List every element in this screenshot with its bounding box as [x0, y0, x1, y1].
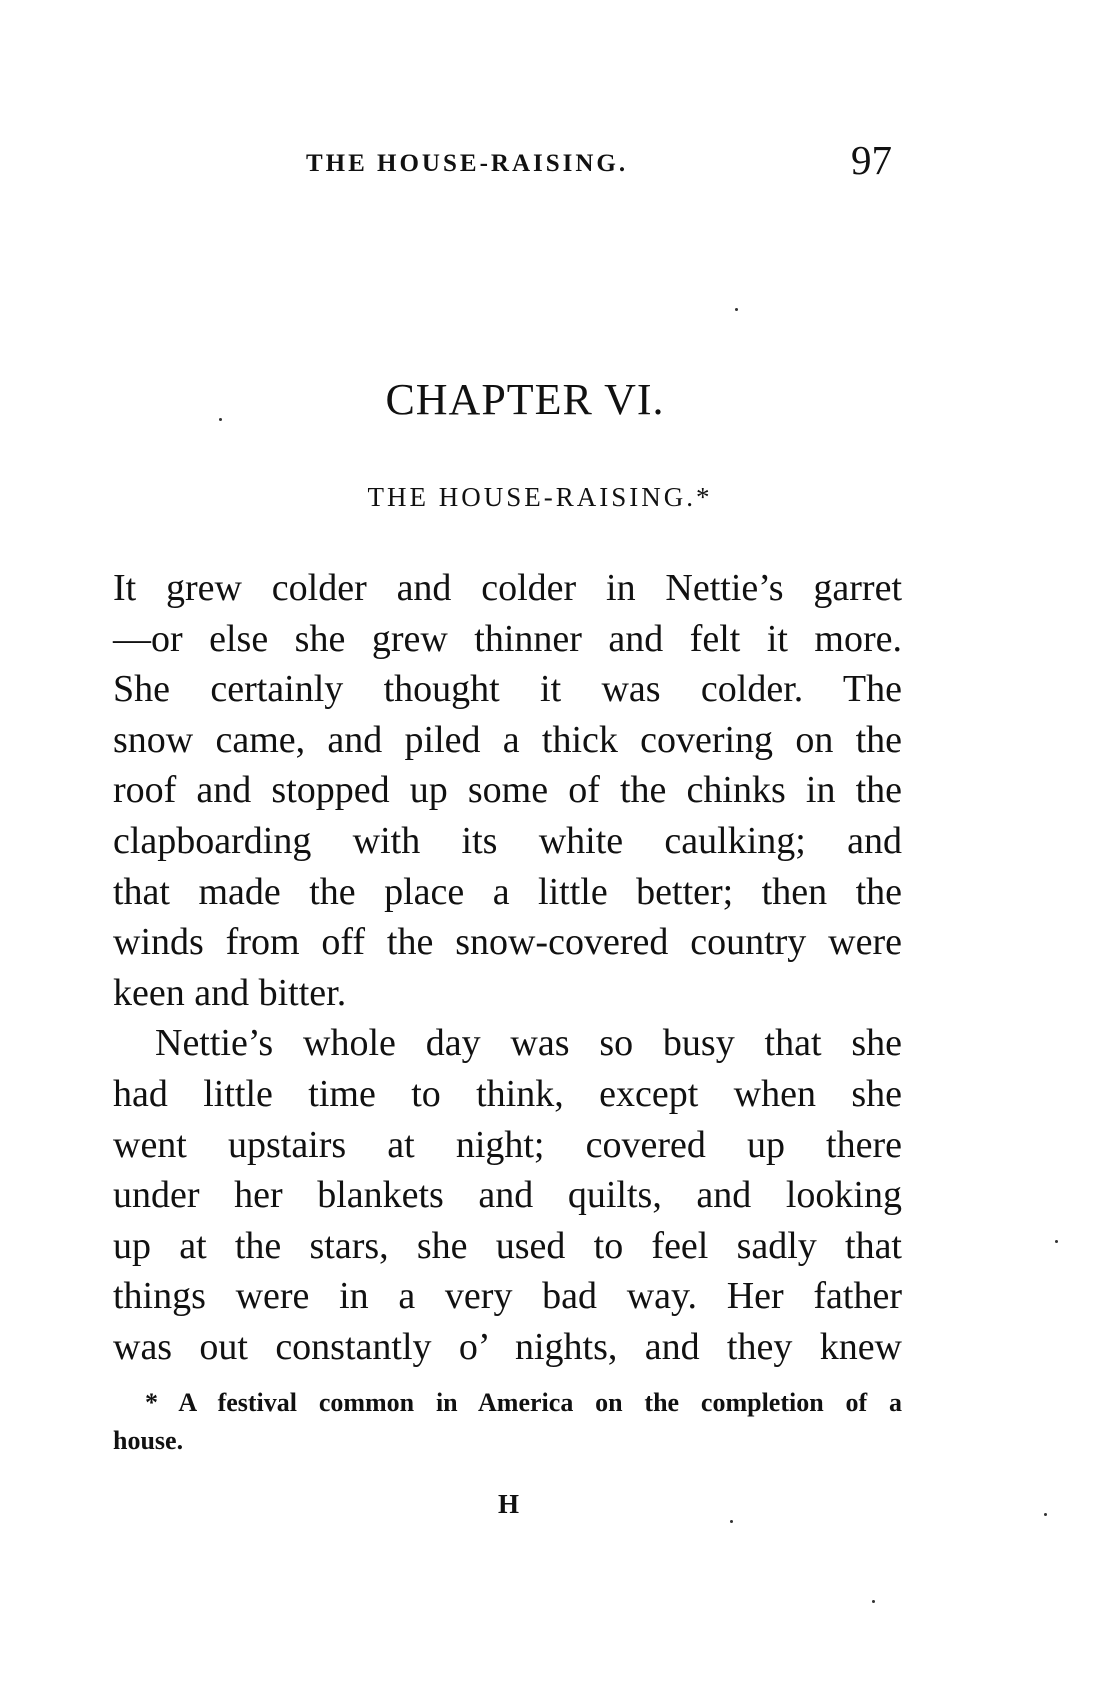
chapter-title: THE HOUSE-RAISING.*: [367, 482, 713, 512]
text-line: roof and stopped up some of the chinks in the: [113, 769, 902, 812]
text-line: under her blankets and quilts, and looking: [113, 1174, 902, 1217]
scan-speck: [219, 418, 222, 421]
text-line: went upstairs at night; covered up there: [113, 1123, 902, 1166]
text-line: clapboarding with its white caulking; and: [113, 819, 902, 862]
page-number: 97: [851, 137, 892, 183]
text-line: things were in a very bad way. Her father: [113, 1275, 902, 1318]
text-line: winds from off the snow-covered country were: [113, 921, 902, 964]
chapter-heading: CHAPTER VI.: [385, 375, 665, 424]
scan-speck: [1044, 1513, 1047, 1516]
text-line: was out constantly o’ nights, and they knew: [113, 1325, 902, 1368]
footnote-line: house.: [113, 1426, 184, 1455]
body-text: [113, 563, 902, 1373]
text-line: keen and bitter.: [113, 971, 347, 1014]
footnote: [113, 1384, 902, 1460]
footnote-line: * A festival common in America on the completion of a: [145, 1388, 902, 1417]
scan-speck: [872, 1600, 875, 1603]
signature-mark: H: [498, 1489, 520, 1519]
running-title: THE HOUSE-RAISING.: [306, 150, 629, 177]
text-line: Nettie’s whole day was so busy that she: [155, 1022, 902, 1065]
text-line: that made the place a little better; then the: [113, 870, 902, 913]
text-line: snow came, and piled a thick covering on the: [113, 718, 902, 761]
text-line: —or else she grew thinner and felt it more.: [113, 617, 902, 660]
text-line: She certainly thought it was colder. The: [113, 668, 902, 711]
text-line: had little time to think, except when she: [113, 1072, 902, 1115]
scan-speck: [735, 308, 738, 311]
text-line: up at the stars, she used to feel sadly that: [113, 1224, 902, 1267]
text-line: It grew colder and colder in Nettie’s garret: [113, 567, 902, 609]
scan-speck: [1055, 1240, 1058, 1243]
scan-speck: [730, 1520, 733, 1523]
